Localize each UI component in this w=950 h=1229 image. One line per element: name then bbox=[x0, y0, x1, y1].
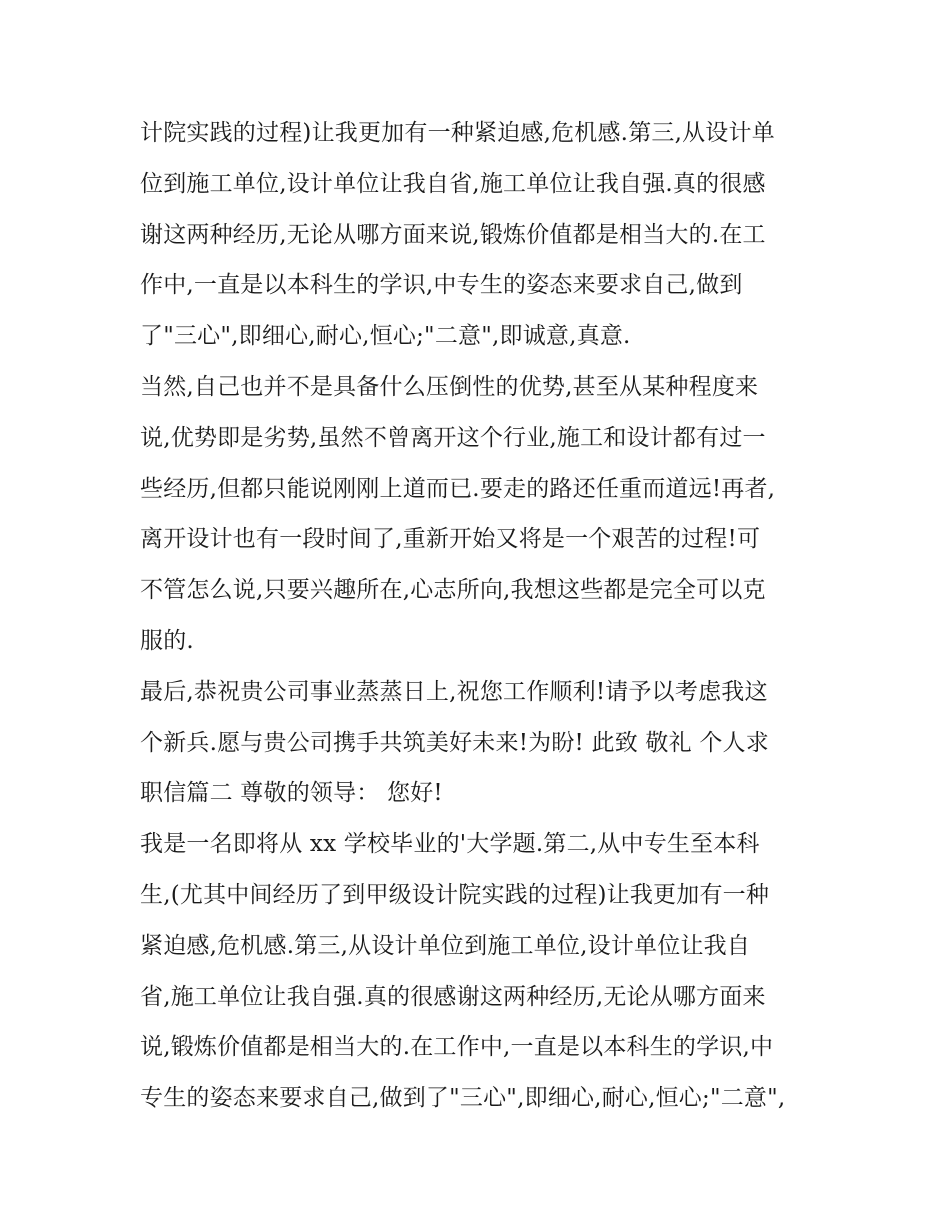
text-line: 最后,恭祝贵公司事业蒸蒸日上,祝您工作顺利!请予以考虑我这 bbox=[140, 678, 768, 705]
text-line: 位到施工单位,设计单位让我自省,施工单位让我自强.真的很感 bbox=[140, 170, 766, 197]
text-line: 些经历,但都只能说刚刚上道而已.要走的路还任重而道远!再者, bbox=[140, 475, 776, 502]
text-line: 当然,自己也并不是具备什么压倒性的优势,甚至从某种程度来 bbox=[140, 373, 759, 400]
text-line: 说,锻炼价值都是相当大的.在工作中,一直是以本科生的学识,中 bbox=[140, 1034, 774, 1061]
text-line: 了"三心",即细心,耐心,恒心;"二意",即诚意,真意. bbox=[140, 323, 631, 350]
text-line: 个新兵.愿与贵公司携手共筑美好未来!为盼! 此致 敬礼 个人求 bbox=[140, 729, 769, 756]
text-line: 不管怎么说,只要兴趣所在,心志所向,我想这些都是完全可以克 bbox=[140, 577, 766, 604]
text-line: 生,(尤其中间经历了到甲级设计院实践的过程)让我更加有一种 bbox=[140, 881, 770, 908]
text-line: 职信篇二 尊敬的领导： 您好! bbox=[140, 780, 443, 807]
text-line: 离开设计也有一段时间了,重新开始又将是一个艰苦的过程!可 bbox=[140, 526, 761, 553]
text-line: 我是一名即将从 xx 学校毕业的'大学题.第二,从中专生至本科 bbox=[140, 831, 760, 858]
text-line: 谢这两种经历,无论从哪方面来说,锻炼价值都是相当大的.在工 bbox=[140, 221, 766, 248]
text-line: 计院实践的过程)让我更加有一种紧迫感,危机感.第三,从设计单 bbox=[140, 120, 775, 146]
text-line: 紧迫感,危机感.第三,从设计单位到施工单位,设计单位让我自 bbox=[140, 932, 751, 959]
text-line: 说,优势即是劣势,虽然不曾离开这个行业,施工和设计都有过一 bbox=[140, 424, 766, 451]
text-line: 作中,一直是以本科生的学识,中专生的姿态来要求自己,做到 bbox=[140, 272, 743, 299]
document-body bbox=[140, 108, 815, 1124]
text-line: 服的. bbox=[140, 627, 194, 654]
text-line: 省,施工单位让我自强.真的很感谢这两种经历,无论从哪方面来 bbox=[140, 983, 766, 1010]
text-line: 专生的姿态来要求自己,做到了"三心",即细心,耐心,恒心;"二意", bbox=[140, 1085, 786, 1112]
